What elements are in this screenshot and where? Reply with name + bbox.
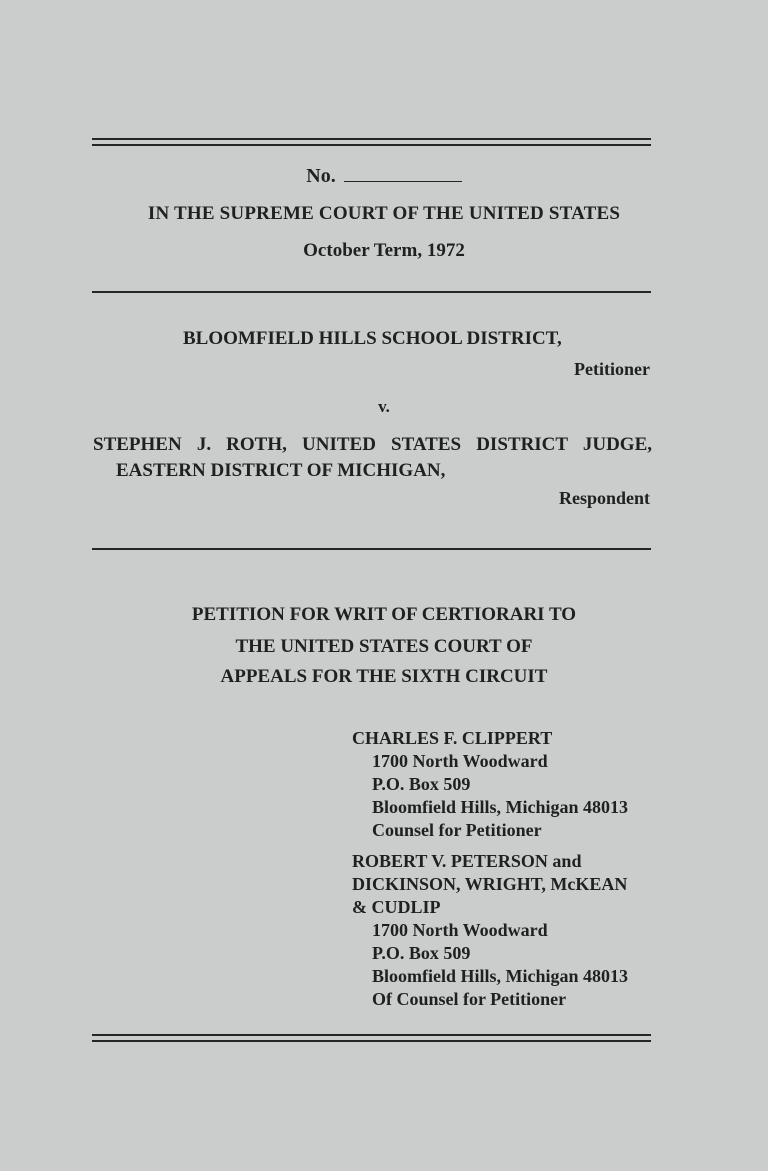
- counsel-block: [352, 727, 628, 1011]
- respondent-name: STEPHEN J. ROTH, UNITED STATES DISTRICT JUDGE,: [93, 434, 652, 455]
- rule-line: [92, 1040, 651, 1042]
- divider-rule: [92, 291, 651, 293]
- respondent-district: EASTERN DISTRICT OF MICHIGAN,: [116, 460, 446, 481]
- counsel-role: Counsel for Petitioner: [372, 820, 542, 840]
- docket-number-label: No.: [306, 165, 336, 187]
- rule-line: [92, 1034, 651, 1036]
- court-term: October Term, 1972: [303, 240, 465, 261]
- petition-title-line: PETITION FOR WRIT OF CERTIORARI TO: [191, 604, 577, 625]
- rule-line: [92, 144, 651, 146]
- of-counsel-role: Of Counsel for Petitioner: [372, 989, 567, 1009]
- of-counsel-address: 1700 North Woodward: [372, 920, 548, 940]
- respondent-role: Respondent: [558, 488, 650, 508]
- counsel-city: Bloomfield Hills, Michigan 48013: [372, 797, 629, 817]
- docket-number-blank: [344, 165, 462, 182]
- divider-rule: [92, 548, 651, 550]
- docket-number-line: [0, 165, 768, 188]
- of-counsel-firm: DICKINSON, WRIGHT, McKEAN: [352, 874, 628, 894]
- rule-line: [92, 138, 651, 140]
- of-counsel-name: ROBERT V. PETERSON and: [352, 851, 582, 871]
- petitioner-role: Petitioner: [574, 359, 650, 379]
- counsel-address: 1700 North Woodward: [372, 751, 548, 771]
- petition-title-line: APPEALS FOR THE SIXTH CIRCUIT: [220, 666, 548, 687]
- versus-label: v.: [378, 397, 390, 416]
- of-counsel-po-box: P.O. Box 509: [372, 943, 471, 963]
- counsel-po-box: P.O. Box 509: [372, 774, 471, 794]
- of-counsel-city: Bloomfield Hills, Michigan 48013: [372, 966, 629, 986]
- petition-title-line: THE UNITED STATES COURT OF: [235, 636, 533, 657]
- petitioner-name: BLOOMFIELD HILLS SCHOOL DISTRICT,: [183, 328, 562, 349]
- counsel-name: CHARLES F. CLIPPERT: [352, 728, 553, 748]
- of-counsel-firm-cont: & CUDLIP: [352, 897, 441, 917]
- court-name: IN THE SUPREME COURT OF THE UNITED STATES: [147, 203, 621, 224]
